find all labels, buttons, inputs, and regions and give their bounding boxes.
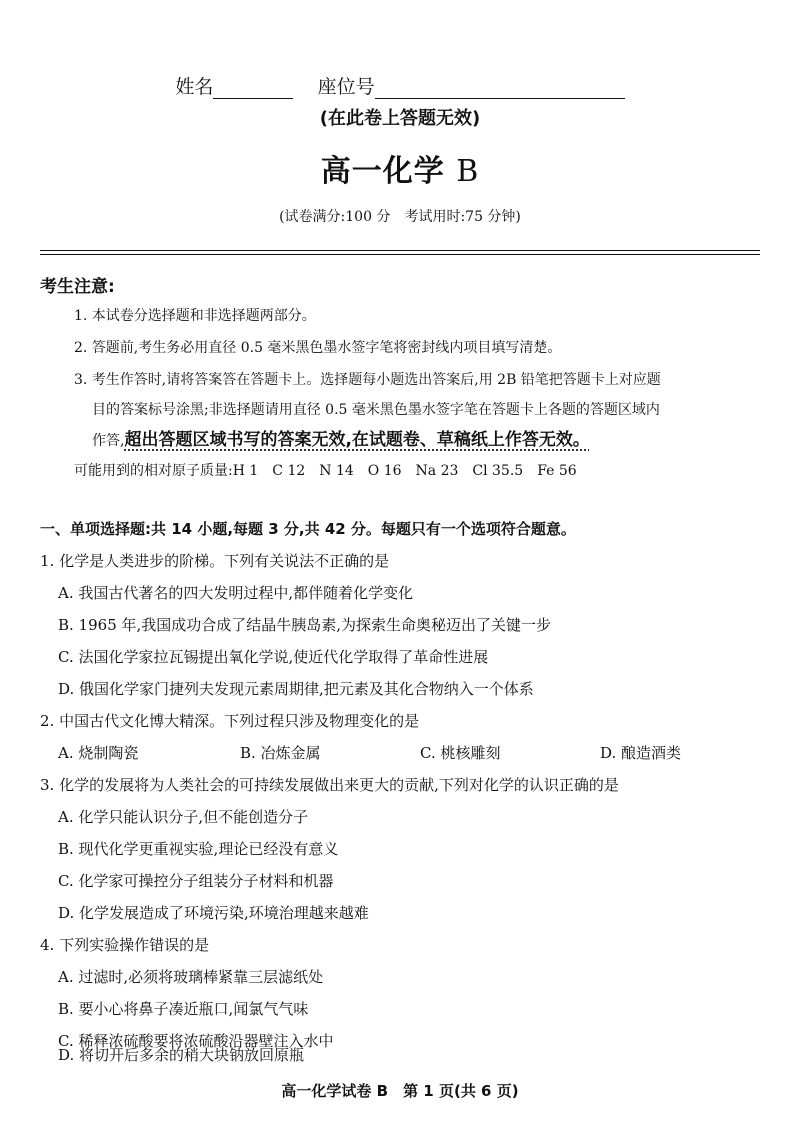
- note-item-3-prefix: 作答,: [92, 433, 125, 449]
- question-4-option-d: D. 将切开后多余的稍大块钠放回原瓶: [58, 1046, 305, 1064]
- question-2-option-a: A. 烧制陶瓷: [58, 744, 139, 762]
- note-item-3-line-2: 目的答案标号涂黑;非选择题请用直径 0.5 毫米黑色墨水签字笔在答题卡上各题的答题区域内: [92, 402, 660, 418]
- name-label: 姓名: [175, 76, 214, 98]
- question-1-option-a: A. 我国古代著名的四大发明过程中,都伴随着化学变化: [58, 584, 414, 602]
- exam-title: [0, 146, 800, 190]
- question-4-option-a: A. 过滤时,必须将玻璃棒紧靠三层滤纸处: [58, 968, 324, 986]
- question-2-stem: 2. 中国古代文化博大精深。下列过程只涉及物理变化的是: [40, 712, 420, 730]
- notes-heading: 考生注意:: [40, 277, 115, 297]
- page-footer: 高一化学试卷 B 第 1 页(共 6 页): [281, 1082, 519, 1100]
- question-3-option-b: B. 现代化学更重视实验,理论已经没有意义: [58, 840, 339, 858]
- question-2-option-d: D. 酿造酒类: [600, 744, 682, 762]
- exam-title-suffix: B: [456, 154, 480, 189]
- note-item-3-emphasis: 超出答题区域书写的答案无效,在试题卷、草稿纸上作答无效。: [124, 430, 590, 450]
- question-1-option-b: B. 1965 年,我国成功合成了结晶牛胰岛素,为探索生命奥秘迈出了关键一步: [58, 616, 552, 634]
- question-4-option-b: B. 要小心将鼻子凑近瓶口,闻氯气气味: [58, 1000, 309, 1018]
- question-2-option-c: C. 桃核雕刻: [420, 744, 501, 762]
- divider-bottom: [40, 254, 760, 255]
- seat-blank: [375, 80, 625, 99]
- name-blank: [213, 80, 293, 99]
- exam-subtitle: (试卷满分:100 分 考试用时:75 分钟): [279, 209, 521, 225]
- question-3-option-a: A. 化学只能认识分子,但不能创造分子: [58, 808, 309, 826]
- section-1-heading: 一、单项选择题:共 14 小题,每题 3 分,共 42 分。每题只有一个选项符合题意。: [40, 520, 576, 538]
- divider-top: [40, 250, 760, 251]
- candidate-info-row: [0, 72, 800, 99]
- note-item-3-line-3: [92, 426, 764, 455]
- question-4-option-c: C. 稀释浓硫酸要将浓硫酸沿器壁注入水中: [58, 1032, 334, 1050]
- exam-title-text: 高一化学: [320, 154, 445, 189]
- note-item-2: 2. 答题前,考生务必用直径 0.5 毫米黑色墨水签字笔将密封线内项目填写清楚。: [74, 340, 562, 356]
- atomic-masses: 可能用到的相对原子质量:H 1 C 12 N 14 O 16 Na 23 Cl 35.5 Fe 56: [74, 463, 577, 479]
- question-3-option-d: D. 化学发展造成了环境污染,环境治理越来越难: [58, 904, 369, 922]
- question-3-stem: 3. 化学的发展将为人类社会的可持续发展做出来更大的贡献,下列对化学的认识正确的是: [40, 776, 619, 794]
- question-1-option-c: C. 法国化学家拉瓦锡提出氧化学说,使近代化学取得了革命性进展: [58, 648, 489, 666]
- question-2-option-b: B. 冶炼金属: [240, 744, 321, 762]
- question-3-option-c: C. 化学家可操控分子组装分子材料和机器: [58, 872, 334, 890]
- seat-label: 座位号: [317, 76, 375, 98]
- question-4-stem: 4. 下列实验操作错误的是: [40, 936, 210, 954]
- question-1-stem: 1. 化学是人类进步的阶梯。下列有关说法不正确的是: [40, 552, 390, 570]
- question-1-option-d: D. 俄国化学家门捷列夫发现元素周期律,把元素及其化合物纳入一个体系: [58, 680, 534, 698]
- invalid-notice: (在此卷上答题无效): [319, 108, 481, 129]
- note-item-3-line-1: 3. 考生作答时,请将答案答在答题卡上。选择题每小题选出答案后,用 2B 铅笔把答题卡上对应题: [74, 372, 661, 388]
- note-item-1: 1. 本试卷分选择题和非选择题两部分。: [74, 308, 316, 324]
